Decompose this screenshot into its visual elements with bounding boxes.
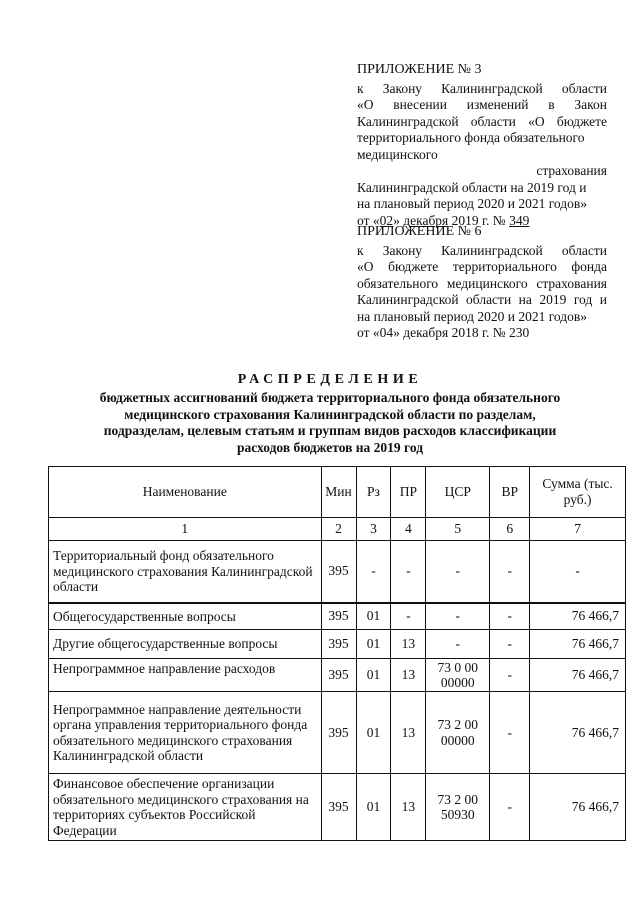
row-pr: 13	[391, 692, 426, 774]
column-number: 3	[356, 518, 391, 541]
appendix-3-line: к Закону Калининградской области	[357, 80, 607, 96]
column-number: 4	[391, 518, 426, 541]
row-sum: 76 466,7	[530, 603, 626, 630]
budget-table	[48, 466, 626, 841]
appendix-3-line: Калининградской области «О бюджете	[357, 113, 607, 129]
appendix-3-block	[357, 62, 607, 229]
table-row	[49, 603, 626, 630]
row-pr: -	[391, 603, 426, 630]
appendix-3-title: ПРИЛОЖЕНИЕ № 3	[357, 62, 482, 77]
row-vr: -	[490, 541, 530, 603]
row-name: Непрограммное направление расходов	[49, 659, 322, 692]
appendix-3-line: «О внесении изменений в Закон	[357, 97, 607, 112]
row-rz: 01	[356, 692, 391, 774]
heading-line: медицинского страхования Калининградской области по разделам,	[124, 406, 536, 422]
header-min: Мин	[321, 467, 356, 518]
column-number: 1	[49, 518, 322, 541]
table-row	[49, 541, 626, 603]
header-name: Наименование	[49, 467, 322, 518]
appendix-3-line: на плановый период 2020 и 2021 годов»	[357, 196, 588, 211]
row-name: Территориальный фонд обязательного медицинского страхования Калининградской области	[49, 541, 322, 603]
header-csr: ЦСР	[426, 467, 490, 518]
table-row	[49, 774, 626, 841]
row-sum: 76 466,7	[530, 692, 626, 774]
row-pr: 13	[391, 774, 426, 841]
column-number-row	[49, 518, 626, 541]
row-pr: 13	[391, 630, 426, 659]
row-csr: 73 0 00 00000	[426, 659, 490, 692]
row-csr: -	[426, 630, 490, 659]
heading-line: подразделам, целевым статьям и группам видов расходов классификации	[103, 423, 557, 438]
row-rz: -	[356, 541, 391, 603]
row-sum: 76 466,7	[530, 630, 626, 659]
row-rz: 01	[356, 774, 391, 841]
date-year: 2019 г. №	[448, 212, 510, 228]
appendix-3-line: Калининградской области на 2019 год и	[357, 179, 587, 195]
row-min: 395	[321, 603, 356, 630]
table-row	[49, 692, 626, 774]
appendix-3-line: территориального фонда обязательного	[357, 130, 585, 145]
row-name: Финансовое обеспечение организации обязательного медицинского страхования на территориях субъектов Российской Федерации	[49, 774, 322, 841]
appendix-6-line: обязательного медицинского страхования	[357, 275, 607, 291]
appendix-6-line: от «04» декабря 2018 г. № 230	[357, 325, 530, 340]
date-mid: »	[393, 212, 404, 228]
appendix-6-line: на плановый период 2020 и 2021 годов»	[357, 308, 588, 324]
row-pr: -	[391, 541, 426, 603]
row-min: 395	[321, 541, 356, 603]
row-sum: 76 466,7	[530, 774, 626, 841]
header-pr: ПР	[391, 467, 426, 518]
row-rz: 01	[356, 659, 391, 692]
heading-line: расходов бюджетов на 2019 год	[236, 439, 424, 455]
row-sum: -	[530, 541, 626, 603]
row-vr: -	[490, 692, 530, 774]
row-csr: 73 2 00 00000	[426, 692, 490, 774]
header-sum: Сумма (тыс. руб.)	[530, 467, 626, 518]
column-number: 6	[490, 518, 530, 541]
document-title: РАСПРЕДЕЛЕНИЕ	[237, 372, 423, 387]
appendix-3-line: медицинского	[357, 146, 438, 162]
appendix-6-block	[357, 224, 607, 342]
row-min: 395	[321, 659, 356, 692]
row-min: 395	[321, 692, 356, 774]
row-sum: 76 466,7	[530, 659, 626, 692]
table-row	[49, 630, 626, 659]
column-number: 2	[321, 518, 356, 541]
row-pr: 13	[391, 659, 426, 692]
row-vr: -	[490, 630, 530, 659]
row-vr: -	[490, 603, 530, 630]
column-number: 5	[426, 518, 490, 541]
row-vr: -	[490, 659, 530, 692]
appendix-3-line: страхования	[536, 163, 607, 178]
appendix-6-line: к Закону Калининградской области	[357, 242, 607, 258]
row-csr: -	[426, 541, 490, 603]
row-csr: 73 2 00 50930	[426, 774, 490, 841]
date-number: 349	[509, 212, 530, 228]
row-min: 395	[321, 774, 356, 841]
heading-line: бюджетных ассигнований бюджета территориального фонда обязательного	[99, 390, 561, 405]
header-rz: Рз	[356, 467, 391, 518]
row-rz: 01	[356, 603, 391, 630]
table-row	[49, 659, 626, 692]
table-header-row	[49, 467, 626, 518]
document-heading	[60, 372, 600, 456]
date-day: 02	[379, 212, 394, 228]
row-csr: -	[426, 603, 490, 630]
row-min: 395	[321, 630, 356, 659]
appendix-6-title: ПРИЛОЖЕНИЕ № 6	[357, 224, 482, 239]
column-number: 7	[530, 518, 626, 541]
appendix-6-line: «О бюджете территориального фонда	[357, 259, 607, 274]
row-name: Непрограммное направление деятельности органа управления территориального фонда обязательного медицинского страхования Калининградской области	[49, 692, 322, 774]
appendix-6-line: Калининградской области на 2019 год и	[357, 292, 607, 307]
date-prefix: от «	[357, 212, 380, 228]
date-month: декабря	[403, 212, 449, 228]
row-name: Общегосударственные вопросы	[49, 603, 322, 630]
header-vr: ВР	[490, 467, 530, 518]
row-rz: 01	[356, 630, 391, 659]
row-name: Другие общегосударственные вопросы	[49, 630, 322, 659]
row-vr: -	[490, 774, 530, 841]
